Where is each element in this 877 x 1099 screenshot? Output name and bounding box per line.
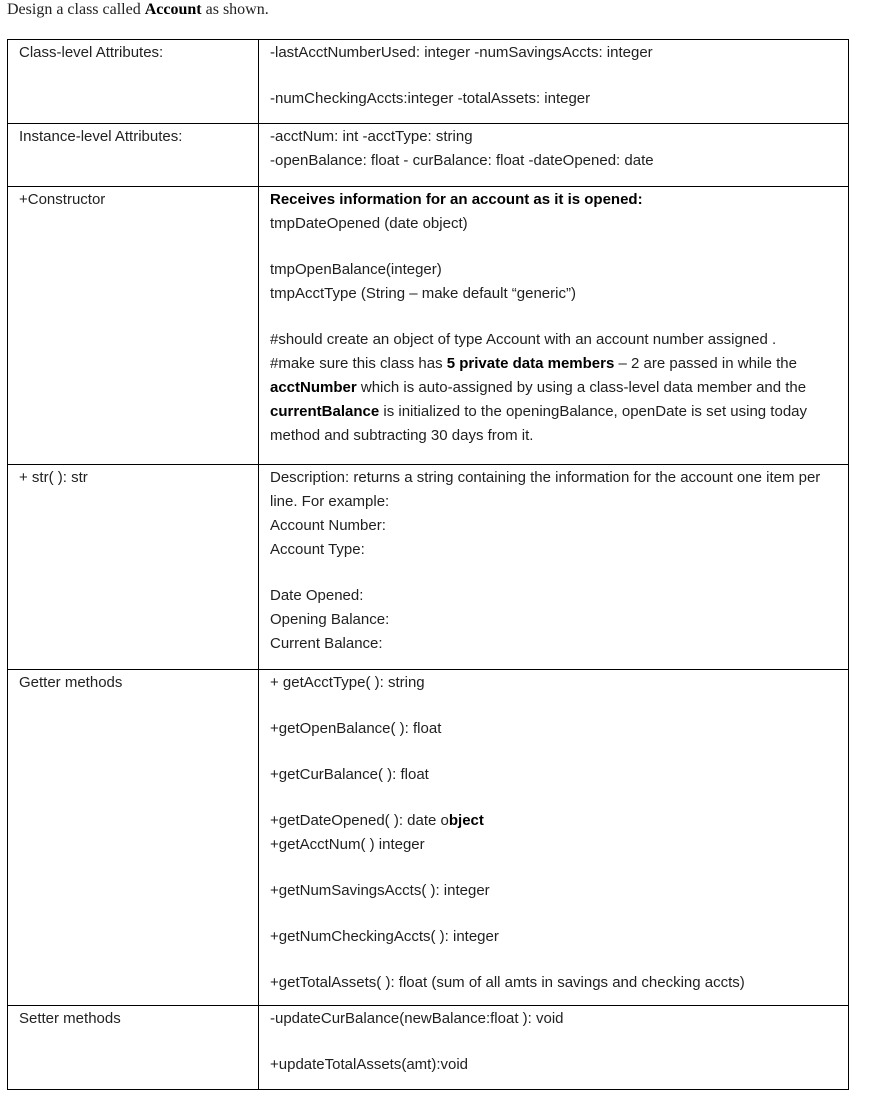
str-line-account-type: Account Type: <box>270 541 365 558</box>
class-attributes-cell <box>259 40 849 124</box>
constructor-param-balance: tmpOpenBalance(integer) <box>270 261 442 278</box>
getter-methods-cell <box>259 670 849 1006</box>
getter-num-savings: +getNumSavingsAccts( ): integer <box>270 882 490 899</box>
setter-methods-cell <box>259 1006 849 1090</box>
row-class-attributes <box>8 40 849 124</box>
str-line-current-balance: Current Balance: <box>270 635 383 652</box>
intro-prefix: Design a class called <box>7 1 145 18</box>
getter-num-checking: +getNumCheckingAccts( ): integer <box>270 928 499 945</box>
getter-acct-num: +getAcctNum( ) integer <box>270 836 425 853</box>
constructor-param-type: tmpAcctType (String – make default “generic”) <box>270 285 576 302</box>
class-attributes-line1: -lastAcctNumberUsed: integer -numSavingsAccts: integer <box>270 44 653 61</box>
row-getter-methods <box>8 670 849 1006</box>
account-spec-table <box>7 39 849 1090</box>
constructor-param-date: tmpDateOpened (date object) <box>270 215 468 232</box>
row-instance-attributes <box>8 124 849 187</box>
instance-attributes-line1: -acctNum: int -acctType: string <box>270 128 473 145</box>
str-line-date-opened: Date Opened: <box>270 587 364 604</box>
constructor-note-paragraph: #make sure this class has 5 private data members – 2 are passed in while the acctNumber which is auto-assigned by using a class-level data member and the currentBalance is initialized to the openingBalance, openDate is set using today method and subtracting 30 days from it. <box>270 355 807 444</box>
setter-cur-balance: -updateCurBalance(newBalance:float ): void <box>270 1010 564 1027</box>
str-line-account-number: Account Number: <box>270 517 386 534</box>
str-method-cell <box>259 465 849 670</box>
str-method-label: + str( ): str <box>8 465 259 670</box>
class-attributes-line2: -numCheckingAccts:integer -totalAssets: integer <box>270 90 591 107</box>
setter-methods-label: Setter methods <box>8 1006 259 1090</box>
getter-open-balance: +getOpenBalance( ): float <box>270 720 442 737</box>
constructor-heading: Receives information for an account as it is opened: <box>270 191 643 208</box>
row-str-method <box>8 465 849 670</box>
getter-date-opened: +getDateOpened( ): date object <box>270 812 484 829</box>
getter-methods-label: Getter methods <box>8 670 259 1006</box>
constructor-note-line1: #should create an object of type Account with an account number assigned . <box>270 331 777 348</box>
instance-attributes-cell <box>259 124 849 187</box>
row-constructor <box>8 187 849 465</box>
row-setter-methods <box>8 1006 849 1090</box>
str-line-opening-balance: Opening Balance: <box>270 611 390 628</box>
str-method-description: Description: returns a string containing the information for the account one item per line. For example: <box>270 469 821 510</box>
constructor-cell <box>259 187 849 465</box>
getter-acct-type: + getAcctType( ): string <box>270 674 425 691</box>
class-attributes-label: Class-level Attributes: <box>8 40 259 124</box>
intro-suffix: as shown. <box>201 1 269 18</box>
getter-total-assets: +getTotalAssets( ): float (sum of all amts in savings and checking accts) <box>270 974 745 991</box>
getter-cur-balance: +getCurBalance( ): float <box>270 766 429 783</box>
constructor-label: +Constructor <box>8 187 259 465</box>
instance-attributes-label: Instance-level Attributes: <box>8 124 259 187</box>
instance-attributes-line2: -openBalance: float - curBalance: float -dateOpened: date <box>270 152 654 169</box>
setter-total-assets: +updateTotalAssets(amt):void <box>270 1056 469 1073</box>
intro-class-name: Account <box>144 1 202 18</box>
intro-text <box>7 0 269 20</box>
